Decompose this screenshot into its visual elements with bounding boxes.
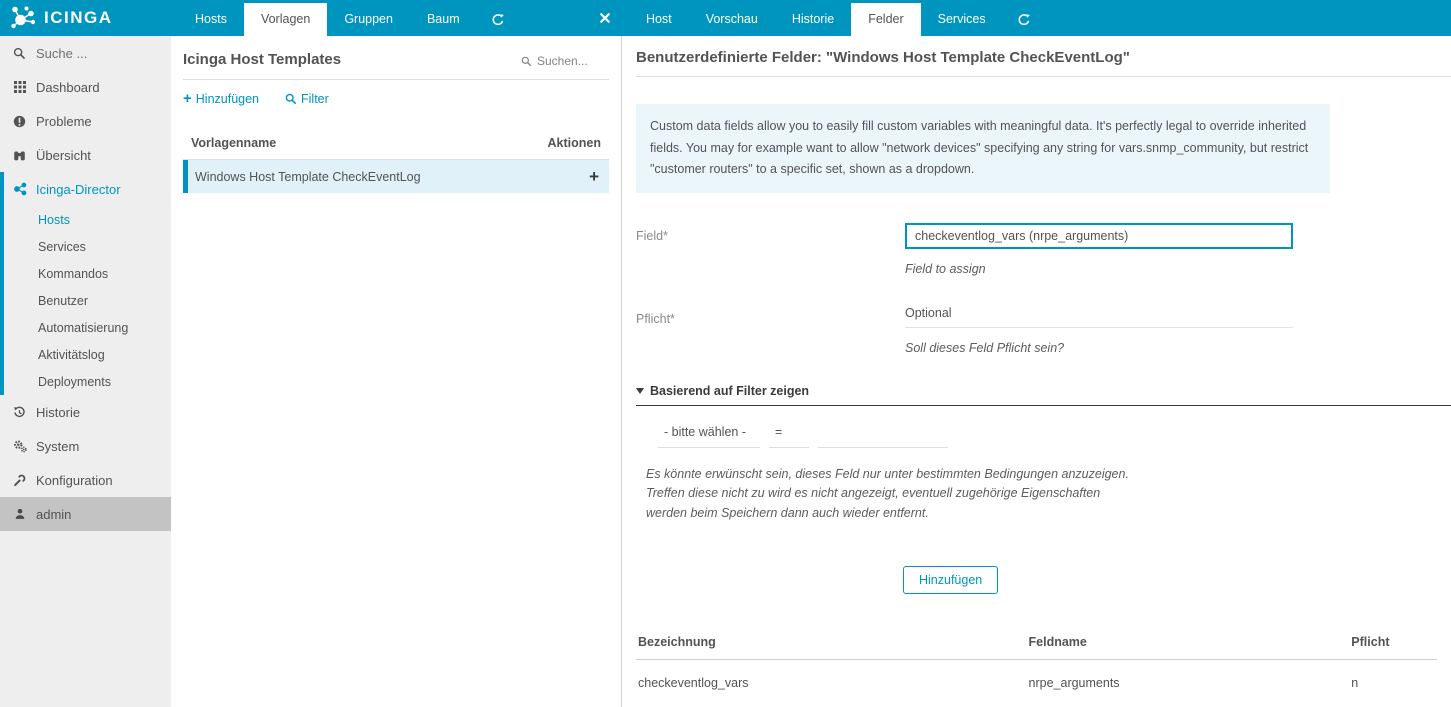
- tab-historie[interactable]: Historie: [791, 12, 835, 26]
- chevron-down-icon: [636, 388, 644, 394]
- alert-circle-icon: [12, 115, 27, 128]
- sidebar-item-deployments[interactable]: Deployments: [38, 374, 111, 389]
- main-menu-sidebar: [0, 36, 171, 707]
- sidebar-item-label: Historie: [36, 404, 81, 420]
- templates-search[interactable]: [521, 54, 609, 68]
- custom-fields-pane: [622, 36, 1451, 707]
- sidebar-item-uebersicht[interactable]: [0, 138, 171, 172]
- tab-baum[interactable]: Baum: [426, 12, 460, 26]
- templates-table-header: [183, 130, 609, 160]
- plus-icon: +: [183, 90, 192, 107]
- pane-actions: [183, 80, 609, 117]
- binoculars-icon: [12, 149, 27, 162]
- filter-column-select[interactable]: - bitte wählen -: [658, 425, 760, 448]
- sidebar-item-services[interactable]: Services: [38, 239, 86, 254]
- director-network-icon: [12, 182, 27, 196]
- icinga-logo[interactable]: [0, 0, 171, 36]
- refresh-icon[interactable]: [477, 3, 519, 36]
- sidebar-item-icinga-director[interactable]: [4, 172, 171, 206]
- sidebar-item-automatisierung[interactable]: Automatisierung: [38, 320, 129, 335]
- filter-search-icon: [285, 93, 297, 105]
- field-form: [636, 223, 1451, 594]
- search-input[interactable]: [36, 46, 146, 61]
- required-row: [636, 306, 1451, 328]
- host-templates-pane: [171, 36, 622, 707]
- wrench-icon: [12, 474, 27, 487]
- sidebar-item-label: Probleme: [36, 113, 92, 129]
- tab-host[interactable]: Host: [646, 12, 672, 26]
- fields-table-header: [636, 629, 1437, 660]
- filter-operator-select[interactable]: =: [769, 425, 809, 448]
- tab-vorschau[interactable]: Vorschau: [705, 12, 758, 26]
- field-bezeichnung: checkeventlog_vars: [638, 675, 749, 690]
- column-header-bezeichnung: Bezeichnung: [638, 634, 716, 649]
- filter-section-title: Basierend auf Filter zeigen: [650, 383, 810, 398]
- filter-condition-row: [658, 425, 1451, 448]
- assigned-fields-table: [636, 629, 1451, 700]
- pane-header: [183, 36, 609, 80]
- field-label: Field*: [636, 228, 668, 243]
- sidebar-item-kommandos[interactable]: Kommandos: [38, 266, 109, 281]
- required-hint: Soll dieses Feld Pflicht sein?: [905, 340, 1065, 355]
- refresh-icon[interactable]: [1003, 3, 1045, 36]
- field-pflicht: n: [1351, 675, 1359, 690]
- filter-description: Es könnte erwünscht sein, dieses Feld nur unter bestimmten Bedingungen anzuzeigen. Treffen diese nicht zu wird es nicht angezeigt, eventuell zugehörige Eigenschaften werden beim Speichern dann auch wieder entfernt.: [646, 466, 1129, 520]
- sidebar-item-benutzer[interactable]: Benutzer: [38, 293, 89, 308]
- column-header-aktionen: Aktionen: [547, 136, 601, 150]
- required-label: Pflicht*: [636, 311, 675, 326]
- tab-gruppen[interactable]: Gruppen: [344, 12, 393, 26]
- sidebar-user-label: admin: [36, 506, 72, 522]
- table-row[interactable]: [183, 160, 609, 193]
- app-header: [0, 0, 1451, 36]
- column-header-pflicht: Pflicht: [1351, 634, 1390, 649]
- sidebar-item-dashboard[interactable]: [0, 70, 171, 104]
- gears-icon: [12, 439, 27, 453]
- search-icon: [12, 47, 27, 60]
- right-column-tabs: [622, 0, 1451, 36]
- sidebar-search[interactable]: [0, 36, 171, 70]
- sidebar-item-label: Übersicht: [36, 147, 91, 163]
- icinga-logo-text: ICINGA: [44, 8, 113, 27]
- required-select[interactable]: Optional: [905, 306, 1293, 328]
- column-header-vorlagenname: Vorlagenname: [191, 136, 277, 150]
- tab-vorlagen[interactable]: Vorlagen: [244, 3, 327, 36]
- table-row[interactable]: [636, 660, 1437, 700]
- field-input[interactable]: [905, 223, 1293, 249]
- sidebar-item-aktivitaetslog[interactable]: Aktivitätslog: [38, 347, 105, 362]
- history-icon: [12, 406, 27, 419]
- page-title: Benutzerdefinierte Felder: "Windows Host Template CheckEventLog": [636, 36, 1451, 77]
- filter-value-input[interactable]: [818, 425, 948, 448]
- filter-label: Filter: [301, 91, 329, 106]
- sidebar-item-hosts[interactable]: Hosts: [38, 212, 70, 227]
- template-name: Windows Host Template CheckEventLog: [195, 169, 421, 184]
- sidebar-item-admin[interactable]: [0, 497, 171, 531]
- filter-link[interactable]: [285, 91, 329, 106]
- icinga-logo-icon: [10, 5, 37, 32]
- field-hint: Field to assign: [905, 261, 986, 276]
- submit-button[interactable]: Hinzufügen: [903, 566, 998, 594]
- add-template-label: Hinzufügen: [195, 91, 260, 106]
- field-row: [636, 223, 1451, 249]
- add-field-icon[interactable]: +: [589, 167, 599, 186]
- tab-services[interactable]: Services: [937, 12, 986, 26]
- page-title: Icinga Host Templates: [183, 51, 342, 68]
- info-box: Custom data fields allow you to easily fill custom variables with meaningful data. It's perfectly legal to override inherited fields. You may for example want to allow "network devices" specifying any string for vars.snmp_community, but restrict "customer routers" to a specific set, shown as a dropdown.: [636, 104, 1330, 193]
- sidebar-item-label: Icinga-Director: [36, 181, 121, 197]
- sidebar-item-konfiguration[interactable]: [0, 463, 171, 497]
- tab-felder[interactable]: Felder: [851, 3, 920, 36]
- column-header-feldname: Feldname: [1028, 634, 1087, 649]
- filter-section-toggle[interactable]: [636, 384, 1451, 406]
- search-icon: [521, 56, 532, 67]
- dashboard-grid-icon: [12, 81, 27, 93]
- sidebar-item-probleme[interactable]: [0, 104, 171, 138]
- field-feldname: nrpe_arguments: [1028, 675, 1120, 690]
- left-column-tabs: [171, 0, 622, 36]
- sidebar-item-label: System: [36, 438, 80, 454]
- add-template-link[interactable]: [183, 91, 259, 106]
- sidebar-item-label: Dashboard: [36, 79, 100, 95]
- sidebar-section-director: [0, 172, 171, 395]
- sidebar-item-historie[interactable]: [0, 395, 171, 429]
- user-icon: [12, 508, 27, 520]
- sidebar-item-label: Konfiguration: [36, 472, 113, 488]
- close-column-icon[interactable]: [599, 0, 611, 36]
- tab-hosts[interactable]: Hosts: [195, 12, 227, 26]
- templates-search-input[interactable]: [537, 54, 609, 68]
- sidebar-item-system[interactable]: [0, 429, 171, 463]
- templates-table: [183, 130, 609, 193]
